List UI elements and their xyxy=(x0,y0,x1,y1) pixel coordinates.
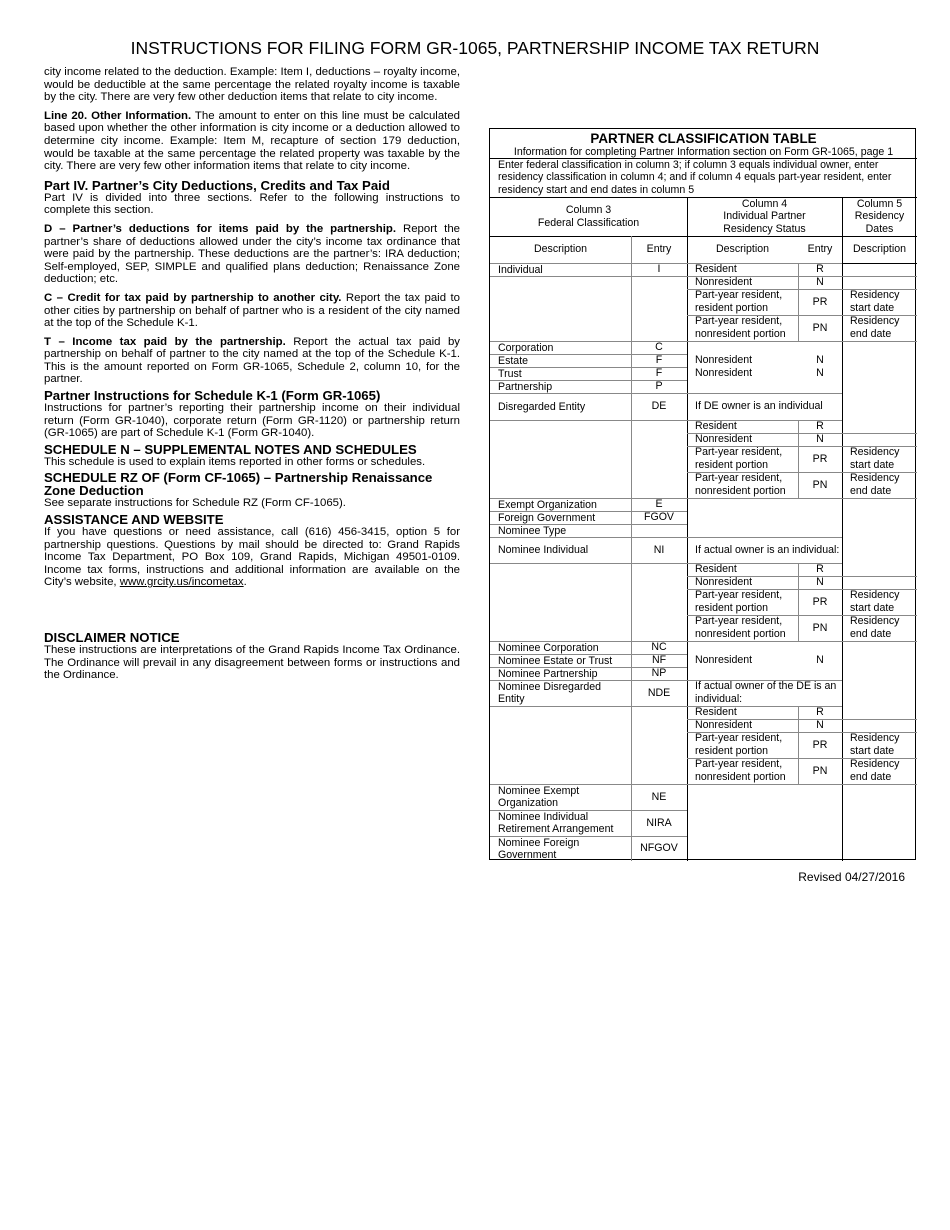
table-rule xyxy=(687,563,842,564)
federal-description: Foreign Government xyxy=(498,511,596,524)
column-5-header: Column 5 Residency Dates xyxy=(854,197,905,235)
residency-description: Resident xyxy=(695,263,737,276)
residency-start-date: Residency start date xyxy=(850,289,900,314)
federal-description: Nominee Exempt Organization xyxy=(498,785,580,809)
residency-description: Part-year resident, nonresident portion xyxy=(695,315,786,340)
table-rule xyxy=(490,810,687,811)
column-4-header: Column 4 Individual Partner Residency Status xyxy=(723,197,806,235)
residency-description: Nonresident xyxy=(695,576,753,589)
subheader-cell: Description xyxy=(716,243,769,256)
residency-entry: PR xyxy=(812,595,828,608)
table-rule xyxy=(490,641,687,642)
residency-entry: PN xyxy=(812,321,828,334)
part4-body: Part IV is divided into three sections. Refer to the following instructions to complete this section. xyxy=(44,191,460,217)
column-3-header: Column 3 Federal Classification xyxy=(537,203,640,229)
section-c-paragraph: C – Credit for tax paid by partnership to another city. Report the tax paid to other cities by partnership on behalf of partner who is a resident of the city named at the top of the Schedule K-1. xyxy=(44,291,460,330)
federal-description: Partnership xyxy=(498,380,553,393)
residency-description: Nonresident xyxy=(695,433,753,446)
subheader-cell: Description xyxy=(534,243,587,256)
table-rule xyxy=(687,732,917,733)
page-title: INSTRUCTIONS FOR FILING FORM GR-1065, PARTNERSHIP INCOME TAX RETURN xyxy=(130,38,820,58)
federal-description: Nominee Partnership xyxy=(498,667,598,680)
table-rule xyxy=(687,446,917,447)
table-rule xyxy=(490,498,687,499)
residency-entry: R xyxy=(816,706,824,719)
table-rule xyxy=(490,367,687,368)
table-rule xyxy=(490,654,687,655)
residency-entry: N xyxy=(816,576,824,589)
federal-entry: I xyxy=(657,263,661,276)
table-rule xyxy=(687,615,917,616)
federal-description: Disregarded Entity xyxy=(498,400,586,413)
line20-heading: Line 20. Other Information. xyxy=(44,109,192,122)
federal-description: Nominee Corporation xyxy=(498,641,599,654)
residency-description: Part-year resident, resident portion xyxy=(695,732,783,757)
residency-entry: R xyxy=(816,563,824,576)
table-rule xyxy=(490,563,687,564)
table-rule xyxy=(490,524,687,525)
residency-description: Part-year resident, nonresident portion xyxy=(695,472,786,497)
residency-entry: N xyxy=(816,354,824,367)
table-rule xyxy=(687,641,917,642)
residency-description: Resident xyxy=(695,420,737,433)
residency-entry: N xyxy=(816,654,824,667)
table-rule xyxy=(687,589,917,590)
residency-description: Nonresident xyxy=(695,367,753,380)
residency-note: If actual owner of the DE is an individual: xyxy=(695,680,837,705)
federal-description: Nominee Foreign Government xyxy=(498,836,580,861)
table-rule xyxy=(490,537,687,538)
residency-description: Resident xyxy=(695,706,737,719)
residency-end-date: Residency end date xyxy=(850,758,900,783)
federal-entry: NP xyxy=(651,667,667,680)
schedule-n-body: This schedule is used to explain items reported in other forms or schedules. xyxy=(44,455,426,468)
residency-entry: PR xyxy=(812,452,828,465)
table-rule xyxy=(687,680,842,681)
table-instruction: Enter federal classification in column 3; if column 3 equals individual owner, enter residency classification in column 4; and if column 4 equals part-year resident, enter residency start and end dates in column 5 xyxy=(498,158,892,196)
federal-entry: NDE xyxy=(647,686,671,699)
federal-entry: NC xyxy=(651,641,667,654)
residency-entry: PN xyxy=(812,478,828,491)
table-rule xyxy=(490,393,687,394)
table-rule xyxy=(490,836,687,837)
intro-paragraph: city income related to the deduction. Example: Item I, deductions – royalty income, would be deductible at the same percentage the related royalty income is taxable by the city. There are very few other deduction items that relate to city income. xyxy=(44,66,460,104)
table-rule xyxy=(687,472,917,473)
federal-description: Nominee Estate or Trust xyxy=(498,654,613,667)
section-c-heading: C – Credit for tax paid by partnership to another city. xyxy=(44,291,342,304)
instructions-column xyxy=(44,66,460,688)
residency-note: If actual owner is an individual: xyxy=(695,543,840,556)
disclaimer-body: These instructions are interpretations of the Grand Rapids Income Tax Ordinance. The Ordinance will prevail in any disagreement between forms or instructions and the Ordinance. xyxy=(44,644,460,682)
table-rule xyxy=(687,706,842,707)
residency-description: Nonresident xyxy=(695,276,753,289)
partner-instructions-heading: Partner Instructions for Schedule K-1 (Form GR-1065) xyxy=(44,388,381,404)
table-rule xyxy=(490,276,687,277)
table-rule xyxy=(687,276,917,277)
federal-entry: E xyxy=(655,498,663,511)
federal-entry: C xyxy=(655,341,663,354)
partner-instructions-body: Instructions for partner’s reporting their partnership income on their individual return (Form GR-1040), corporate return (Form GR-1120) or partnership return (GR-1065) are part of Schedule K-1 (Form GR-1040). xyxy=(44,402,460,440)
table-rule xyxy=(687,576,917,577)
schedule-n-heading: SCHEDULE N – SUPPLEMENTAL NOTES AND SCHEDULES xyxy=(44,441,417,457)
table-rule xyxy=(490,784,687,785)
section-t-heading: T – Income tax paid by the partnership. xyxy=(44,335,286,348)
table-rule xyxy=(687,537,842,538)
table-rule xyxy=(687,263,842,264)
residency-start-date: Residency start date xyxy=(850,732,900,757)
residency-description: Resident xyxy=(695,563,737,576)
residency-description: Part-year resident, resident portion xyxy=(695,289,783,314)
residency-entry: N xyxy=(816,276,824,289)
table-rule xyxy=(490,263,687,264)
federal-description: Trust xyxy=(498,367,522,380)
table-rule xyxy=(687,784,917,785)
subheader-cell: Description xyxy=(853,243,906,256)
section-t-paragraph: T – Income tax paid by the partnership. Report the actual tax paid by partnership on behalf of partner to the city named at the top of the Schedule K-1. This is the amount reported on Form GR-1065, Schedule 2, column 10, for the partner. xyxy=(44,335,461,386)
residency-description: Nonresident xyxy=(695,719,753,732)
residency-entry: N xyxy=(816,719,824,732)
federal-description: Nominee Disregarded Entity xyxy=(498,681,602,705)
table-rule xyxy=(490,420,687,421)
federal-entry: NFGOV xyxy=(640,842,678,855)
federal-entry: DE xyxy=(651,400,667,413)
table-rule xyxy=(842,197,843,861)
table-rule xyxy=(687,420,842,421)
federal-entry: NIRA xyxy=(646,816,672,829)
residency-description: Part-year resident, nonresident portion xyxy=(695,758,786,783)
federal-entry: NI xyxy=(653,543,665,556)
residency-end-date: Residency end date xyxy=(850,615,900,640)
table-rule xyxy=(687,498,917,499)
residency-end-date: Residency end date xyxy=(850,472,900,497)
residency-end-date: Residency end date xyxy=(850,315,900,340)
partner-classification-table xyxy=(489,128,916,860)
federal-description: Nominee Individual Retirement Arrangement xyxy=(498,811,614,835)
table-rule xyxy=(687,197,688,861)
federal-description: Nominee Individual xyxy=(498,544,589,556)
residency-description: Nonresident xyxy=(695,354,753,367)
table-rule xyxy=(490,341,687,342)
revised-date: Revised 04/27/2016 xyxy=(798,870,905,884)
federal-entry: F xyxy=(655,367,663,380)
federal-description: Exempt Organization xyxy=(498,498,597,511)
table-rule xyxy=(798,706,799,784)
table-rule xyxy=(687,341,917,342)
table-rule xyxy=(490,667,687,668)
residency-entry: N xyxy=(816,433,824,446)
federal-entry: P xyxy=(655,380,663,393)
table-rule xyxy=(687,758,917,759)
federal-description: Corporation xyxy=(498,341,554,354)
disclaimer-heading: DISCLAIMER NOTICE xyxy=(44,630,180,645)
subheader-cell: Entry xyxy=(646,243,672,256)
residency-start-date: Residency start date xyxy=(850,589,900,614)
section-d-heading: D – Partner’s deductions for items paid by the partnership. xyxy=(44,222,397,235)
federal-description: Individual xyxy=(498,263,543,276)
schedule-rz-heading: SCHEDULE RZ OF (Form CF-1065) – Partnership Renaissance Zone Deduction xyxy=(44,470,433,499)
residency-entry: PR xyxy=(812,738,828,751)
residency-note: If DE owner is an individual xyxy=(695,400,823,413)
subheader-cell: Entry xyxy=(807,243,833,256)
table-rule xyxy=(687,393,842,394)
residency-start-date: Residency start date xyxy=(850,446,900,471)
federal-entry: NF xyxy=(651,654,667,667)
residency-description: Part-year resident, resident portion xyxy=(695,446,783,471)
federal-description: Estate xyxy=(498,354,529,367)
federal-entry: F xyxy=(655,354,663,367)
table-subtitle: Information for completing Partner Information section on Form GR-1065, page 1 xyxy=(513,145,894,158)
schedule-rz-body: See separate instructions for Schedule RZ (Form CF-1065). xyxy=(44,497,346,510)
table-rule xyxy=(687,433,917,434)
residency-entry: PN xyxy=(812,764,828,777)
residency-entry: PR xyxy=(812,295,828,308)
table-rule xyxy=(798,563,799,641)
table-rule xyxy=(842,289,917,290)
table-title: PARTNER CLASSIFICATION TABLE xyxy=(590,130,817,146)
table-rule xyxy=(798,420,799,498)
line20-paragraph: Line 20. Other Information. The amount to enter on this line must be calculated based upon whether the other information is city income or a deduction allowed to determine city income. Example: Item M, recapture of section 179 deduction, would be taxable at the same percentage the related property was taxable by the city. There are very few other information items that relate to city income. xyxy=(44,109,460,173)
section-d-paragraph: D – Partner’s deductions for items paid by the partnership. Report the partner’s share of deductions allowed under the city’s income tax ordinance that were paid by the partnership. These deductions are the partner’s: IRA deduction; Self-employed, SEP, SIMPLE and qualified plans deduction; Renaissance Zone deduction; etc. xyxy=(44,222,460,286)
assistance-body: If you have questions or need assistance, call (616) 456-3415, option 5 for partnership questions. Questions by mail should be directed to: Grand Rapids Income Tax Department, PO Box 109, Grand Rapids, Michigan 49501-0109. Income tax forms, instructions and additional information are available on the City’s website, www.grcity.us/incometax. xyxy=(44,526,460,589)
federal-description: Nominee Type xyxy=(498,524,567,537)
federal-entry: NE xyxy=(651,790,667,803)
table-rule xyxy=(490,511,687,512)
residency-entry: PN xyxy=(812,621,828,634)
assistance-heading: ASSISTANCE AND WEBSITE xyxy=(44,512,224,528)
residency-entry: R xyxy=(816,420,824,433)
residency-description: Nonresident xyxy=(695,654,753,667)
table-rule xyxy=(490,380,687,381)
table-rule xyxy=(687,719,917,720)
table-rule xyxy=(687,315,917,316)
federal-entry xyxy=(631,524,687,537)
table-rule xyxy=(798,263,799,341)
residency-description: Part-year resident, nonresident portion xyxy=(695,615,786,640)
residency-entry: N xyxy=(816,367,824,380)
table-rule xyxy=(490,706,687,707)
table-rule xyxy=(490,680,687,681)
part4-heading: Part IV. Partner’s City Deductions, Credits and Tax Paid xyxy=(44,177,390,193)
website-link[interactable]: www.grcity.us/incometax xyxy=(119,576,244,589)
federal-entry: FGOV xyxy=(643,511,675,524)
residency-entry: R xyxy=(816,263,824,276)
table-rule xyxy=(490,354,687,355)
residency-description: Part-year resident, resident portion xyxy=(695,589,783,614)
